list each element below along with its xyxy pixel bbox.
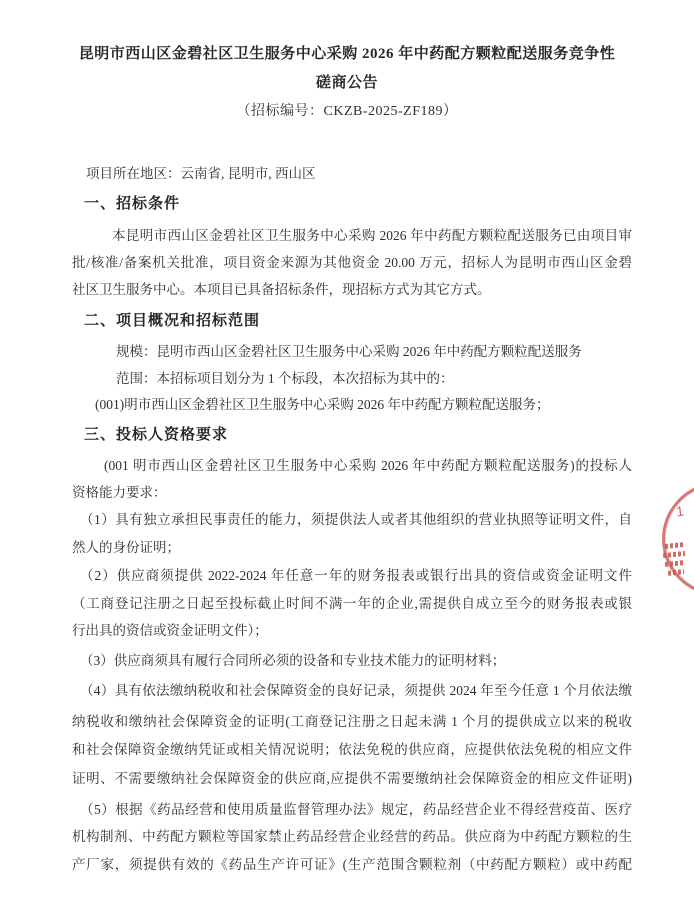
section3-line: （1）具有独立承担民事责任的能力，须提供法人或者其他组织的营业执照等证明文件，自 bbox=[80, 512, 632, 527]
red-seal-ring-icon bbox=[662, 482, 694, 596]
page-title-line1: 昆明市西山区金碧社区卫生服务中心采购 2026 年中药配方颗粒配送服务竞争性 bbox=[78, 46, 616, 62]
project-location: 项目所在地区：云南省, 昆明市, 西山区 bbox=[86, 166, 316, 181]
section3-line: (001 明市西山区金碧社区卫生服务中心采购 2026 年中药配方颗粒配送服务)的投标人 bbox=[104, 458, 632, 473]
section3-line: 和社会保障资金缴纳凭证或相关情况说明；依法免税的供应商，应提供依法免税的相应文件 bbox=[72, 742, 632, 757]
section3-line: 纳税收和缴纳社会保障资金的证明(工商登记注册之日起未满 1 个月的提供成立以来的税收 bbox=[72, 714, 632, 729]
red-seal-digit: 1 bbox=[674, 502, 685, 520]
section3-line: 行出具的资信或资金证明文件）； bbox=[72, 623, 268, 638]
section3-line: （5）根据《药品经营和使用质量监督管理办法》规定，药品经营企业不得经营疫苗、医疗 bbox=[80, 802, 632, 817]
section2-line: 范围：本招标项目划分为 1 个标段，本次招标为其中的： bbox=[116, 371, 454, 386]
section1-line: 本昆明市西山区金碧社区卫生服务中心采购 2026 年中药配方颗粒配送服务已由项目审 bbox=[112, 228, 632, 243]
section2-line: 规模：昆明市西山区金碧社区卫生服务中心采购 2026 年中药配方颗粒配送服务 bbox=[116, 344, 582, 359]
section1-heading: 一、招标条件 bbox=[84, 195, 181, 212]
section3-line: 机构制剂、中药配方颗粒等国家禁止药品经营企业经营的药品。供应商为中药配方颗粒的生 bbox=[72, 829, 632, 844]
section3-line: （4）具有依法缴纳税收和社会保障资金的良好记录，须提供 2024 年至今任意 1 个月依法缴 bbox=[80, 683, 632, 698]
section3-line: （工商登记注册之日起至投标截止时间不满一年的企业,需提供自成立至今的财务报表或银 bbox=[72, 596, 632, 611]
section3-line: 证明、不需要缴纳社会保障资金的供应商,应提供不需要缴纳社会保障资金的相应文件证明) bbox=[72, 771, 632, 786]
section3-line: 然人的身份证明； bbox=[72, 540, 180, 555]
page-title-line2: 磋商公告 bbox=[315, 75, 378, 91]
tender-number: （招标编号：CKZB-2025-ZF189） bbox=[236, 104, 458, 119]
section2-heading: 二、项目概况和招标范围 bbox=[84, 312, 261, 329]
section2-line: (001)明市西山区金碧社区卫生服务中心采购 2026 年中药配方颗粒配送服务； bbox=[95, 397, 550, 412]
section3-line: （2）供应商须提供 2022-2024 年任意一年的财务报表或银行出具的资信或资金证明文件 bbox=[80, 568, 632, 583]
section1-line: 批/核准/备案机关批准，项目资金来源为其他资金 20.00 万元，招标人为昆明市西山区金碧 bbox=[72, 255, 632, 270]
section1-line: 社区卫生服务中心。本项目已具备招标条件，现招标方式为其它方式。 bbox=[72, 282, 491, 297]
section3-line: 产厂家，须提供有效的《药品生产许可证》(生产范围含颗粒剂（中药配方颗粒）或中药配 bbox=[72, 857, 632, 872]
section3-line: （3）供应商须具有履行合同所必须的设备和专业技术能力的证明材料； bbox=[80, 653, 506, 668]
section3-heading: 三、投标人资格要求 bbox=[84, 426, 229, 443]
section3-line: 资格能力要求： bbox=[72, 485, 167, 500]
